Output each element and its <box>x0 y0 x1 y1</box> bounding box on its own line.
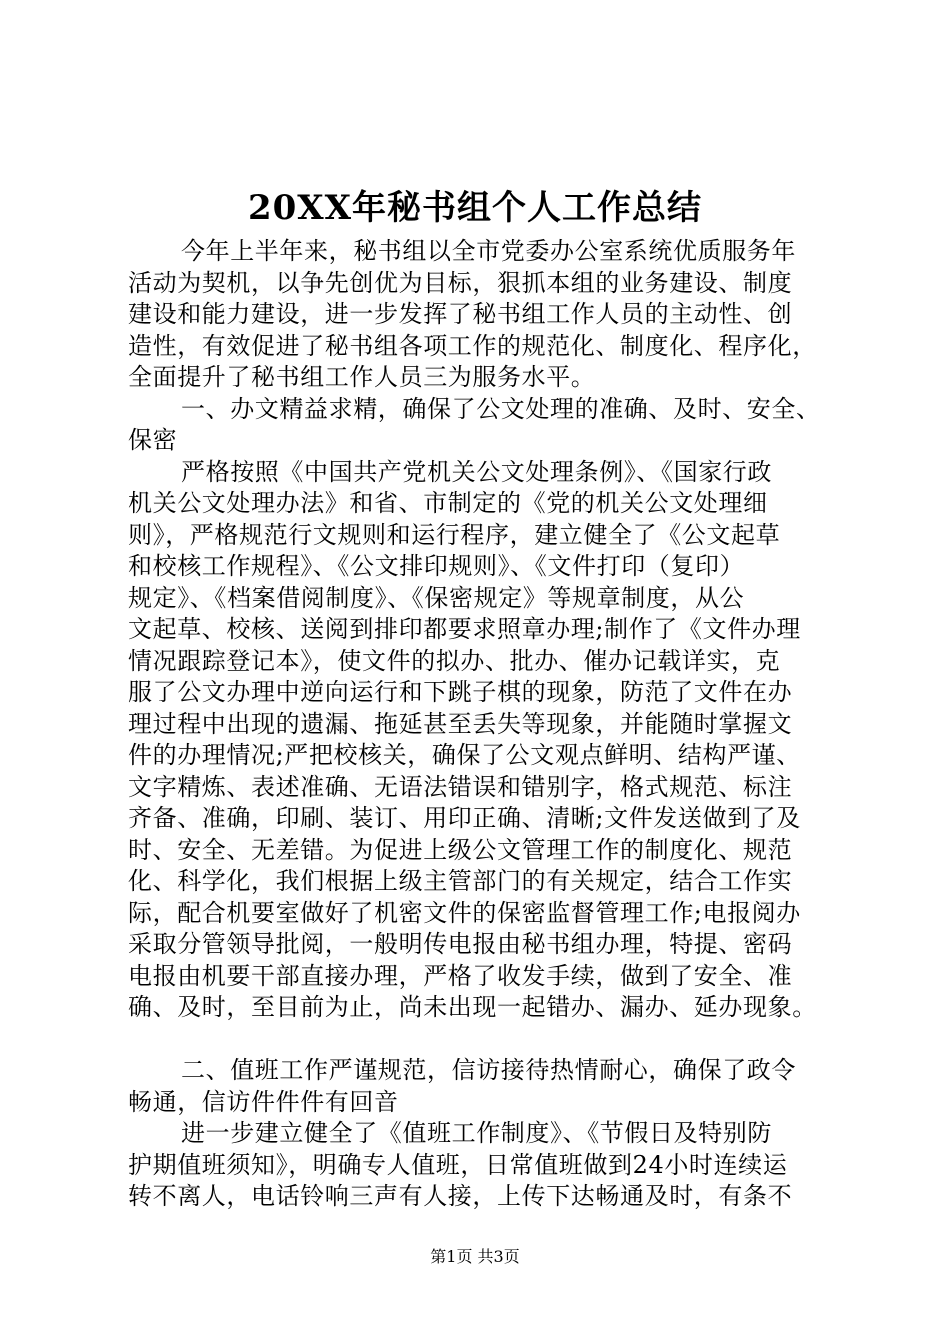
body-line: 进一步建立健全了《值班工作制度》、《节假日及特别防 <box>181 1119 772 1147</box>
section-heading-line: 保密 <box>128 426 178 454</box>
body-line: 活动为契机，以争先创优为目标，狠抓本组的业务建设、制度 <box>128 268 793 297</box>
body-line: 服了公文办理中逆向运行和下跳子棋的现象，防范了文件在办 <box>128 678 793 706</box>
body-line: 时、安全、无差错。为促进上级公文管理工作的制度化、规范 <box>128 835 793 864</box>
body-line: 文起草、校核、送阅到排印都要求照章办理;制作了《文件办理 <box>128 615 801 643</box>
section-heading-line: 一、办文精益求精，确保了公文处理的准确、及时、安全、 <box>181 394 821 423</box>
document-body <box>128 236 850 1213</box>
body-line: 电报由机要干部直接办理，严格了收发手续，做到了安全、准 <box>128 961 793 990</box>
body-line: 全面提升了秘书组工作人员三为服务水平。 <box>128 363 596 391</box>
blank-line <box>128 1024 850 1056</box>
section-heading-line: 畅通，信访件件件有回音 <box>128 1087 399 1116</box>
body-line: 情况跟踪登记本》，使文件的拟办、批办、催办记载详实，克 <box>128 646 781 675</box>
body-line: 规定》、《档案借阅制度》、《保密规定》等规章制度，从公 <box>128 583 745 612</box>
body-line: 机关公文处理办法》和省、市制定的《党的机关公文处理细 <box>128 489 768 517</box>
section-heading-line: 二、值班工作严谨规范，信访接待热情耐心，确保了政令 <box>181 1056 796 1084</box>
body-line: 护期值班须知》，明确专人值班，日常值班做到24小时连续运 <box>128 1150 788 1179</box>
body-line: 际，配合机要室做好了机密文件的保密监督管理工作;电报阅办 <box>128 898 801 927</box>
body-line: 齐备、准确，印刷、装订、用印正确、清晰;文件发送做到了及 <box>128 804 801 832</box>
document-title: 20XX年秘书组个人工作总结 <box>247 188 703 228</box>
body-line: 今年上半年来，秘书组以全市党委办公室系统优质服务年 <box>181 237 796 265</box>
body-line: 理过程中出现的遗漏、拖延甚至丢失等现象，并能随时掌握文 <box>128 709 793 738</box>
body-line: 确、及时，至目前为止，尚未出现一起错办、漏办、延办现象。 <box>128 993 817 1021</box>
body-line: 则》，严格规范行文规则和运行程序，建立健全了《公文起草 <box>128 520 781 549</box>
body-line: 文字精炼、表述准确、无语法错误和错别字，格式规范、标注 <box>128 772 793 801</box>
body-line: 和校核工作规程》、《公文排印规则》、《文件打印（复印） <box>128 552 745 580</box>
body-line: 转不离人，电话铃响三声有人接，上传下达畅通及时，有条不 <box>128 1182 793 1210</box>
body-line: 化、科学化，我们根据上级主管部门的有关规定，结合工作实 <box>128 867 793 895</box>
body-line: 造性，有效促进了秘书组各项工作的规范化、制度化、程序化， <box>128 331 817 360</box>
body-line: 件的办理情况;严把校核关，确保了公文观点鲜明、结构严谨、 <box>128 741 801 769</box>
page-footer: 第1页 共3页 <box>430 1247 520 1266</box>
body-line: 采取分管领导批阅，一般明传电报由秘书组办理，特提、密码 <box>128 930 793 958</box>
body-line: 严格按照《中国共产党机关公文处理条例》、《国家行政 <box>181 457 772 486</box>
body-line: 建设和能力建设，进一步发挥了秘书组工作人员的主动性、创 <box>128 300 793 328</box>
